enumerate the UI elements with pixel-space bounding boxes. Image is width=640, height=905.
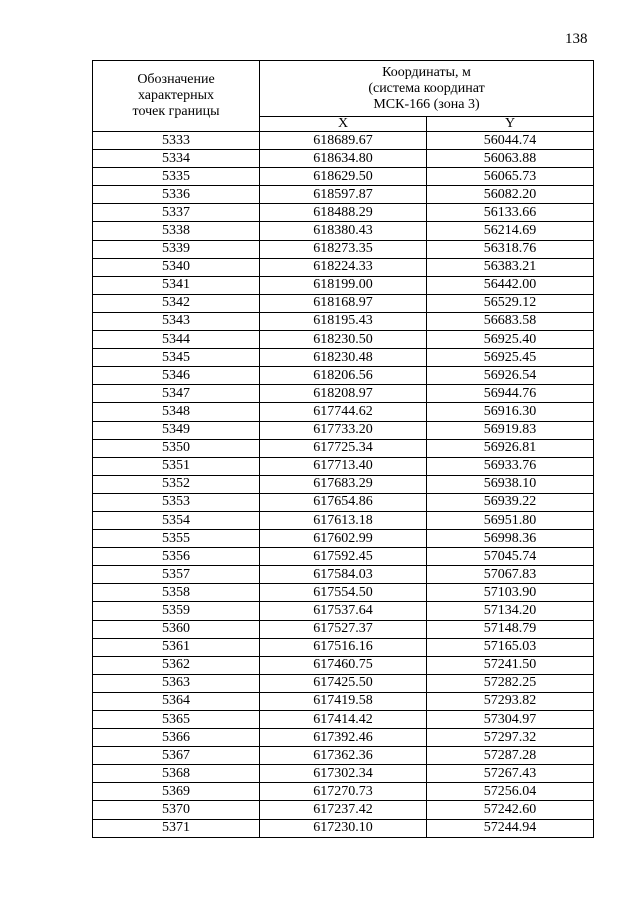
point-id-cell: 5361 [93,638,260,656]
table-row [93,150,594,168]
x-coordinate-cell: 618230.50 [260,331,427,349]
table-row [93,566,594,584]
point-id-cell: 5357 [93,566,260,584]
x-coordinate-cell: 618273.35 [260,240,427,258]
y-coordinate-cell: 56318.76 [427,240,594,258]
header-coordinates: Координаты, м (система координат МСК-166 (зона 3) [260,61,594,117]
y-coordinate-cell: 57293.82 [427,692,594,710]
y-coordinate-cell: 57304.97 [427,711,594,729]
x-coordinate-cell: 617460.75 [260,656,427,674]
table-row [93,638,594,656]
x-coordinate-cell: 617602.99 [260,530,427,548]
table-row [93,258,594,276]
y-coordinate-cell: 56925.45 [427,349,594,367]
x-coordinate-cell: 617516.16 [260,638,427,656]
table-row [93,765,594,783]
point-id-cell: 5364 [93,692,260,710]
x-coordinate-cell: 618206.56 [260,367,427,385]
point-id-cell: 5362 [93,656,260,674]
table-row [93,801,594,819]
point-id-cell: 5334 [93,150,260,168]
point-id-cell: 5359 [93,602,260,620]
x-coordinate-cell: 617537.64 [260,602,427,620]
x-coordinate-cell: 617613.18 [260,511,427,529]
x-coordinate-cell: 617362.36 [260,747,427,765]
point-id-cell: 5351 [93,457,260,475]
point-id-cell: 5353 [93,493,260,511]
x-coordinate-cell: 618597.87 [260,186,427,204]
x-coordinate-cell: 617527.37 [260,620,427,638]
x-coordinate-cell: 617654.86 [260,493,427,511]
point-id-cell: 5339 [93,240,260,258]
x-coordinate-cell: 617744.62 [260,403,427,421]
y-coordinate-cell: 56926.54 [427,367,594,385]
table-row [93,457,594,475]
table-row [93,729,594,747]
table-row [93,584,594,602]
table-row [93,439,594,457]
page-number: 138 [565,31,588,47]
y-coordinate-cell: 56938.10 [427,475,594,493]
table-row [93,349,594,367]
point-id-cell: 5350 [93,439,260,457]
point-id-cell: 5336 [93,186,260,204]
y-coordinate-cell: 56939.22 [427,493,594,511]
y-coordinate-cell: 56044.74 [427,132,594,150]
y-coordinate-cell: 57244.94 [427,819,594,837]
table-row [93,747,594,765]
x-coordinate-cell: 617733.20 [260,421,427,439]
table-row [93,602,594,620]
table-row [93,312,594,330]
y-coordinate-cell: 56925.40 [427,331,594,349]
x-coordinate-cell: 617725.34 [260,439,427,457]
x-coordinate-cell: 618208.97 [260,385,427,403]
y-coordinate-cell: 57165.03 [427,638,594,656]
header-x: X [260,117,427,132]
table-row [93,132,594,150]
point-id-cell: 5347 [93,385,260,403]
y-coordinate-cell: 56529.12 [427,294,594,312]
y-coordinate-cell: 56998.36 [427,530,594,548]
x-coordinate-cell: 617419.58 [260,692,427,710]
x-coordinate-cell: 618629.50 [260,168,427,186]
y-coordinate-cell: 56926.81 [427,439,594,457]
y-coordinate-cell: 57148.79 [427,620,594,638]
x-coordinate-cell: 617683.29 [260,475,427,493]
table-row [93,692,594,710]
y-coordinate-cell: 57297.32 [427,729,594,747]
point-id-cell: 5333 [93,132,260,150]
point-id-cell: 5341 [93,276,260,294]
x-coordinate-cell: 618195.43 [260,312,427,330]
y-coordinate-cell: 56383.21 [427,258,594,276]
x-coordinate-cell: 618380.43 [260,222,427,240]
x-coordinate-cell: 617270.73 [260,783,427,801]
y-coordinate-cell: 56063.88 [427,150,594,168]
point-id-cell: 5344 [93,331,260,349]
table-body [93,132,594,838]
y-coordinate-cell: 57241.50 [427,656,594,674]
table-row [93,331,594,349]
x-coordinate-cell: 617392.46 [260,729,427,747]
table-row [93,240,594,258]
table-row [93,548,594,566]
header-y: Y [427,117,594,132]
x-coordinate-cell: 617425.50 [260,674,427,692]
x-coordinate-cell: 618488.29 [260,204,427,222]
table-row [93,367,594,385]
x-coordinate-cell: 618224.33 [260,258,427,276]
y-coordinate-cell: 56133.66 [427,204,594,222]
point-id-cell: 5345 [93,349,260,367]
point-id-cell: 5338 [93,222,260,240]
table-row [93,186,594,204]
point-id-cell: 5363 [93,674,260,692]
x-coordinate-cell: 617592.45 [260,548,427,566]
point-id-cell: 5370 [93,801,260,819]
header-point-designation: Обозначение характерных точек границы [93,61,260,132]
table-row [93,421,594,439]
table-row [93,276,594,294]
x-coordinate-cell: 617584.03 [260,566,427,584]
point-id-cell: 5352 [93,475,260,493]
point-id-cell: 5354 [93,511,260,529]
y-coordinate-cell: 56683.58 [427,312,594,330]
point-id-cell: 5343 [93,312,260,330]
point-id-cell: 5366 [93,729,260,747]
x-coordinate-cell: 617230.10 [260,819,427,837]
point-id-cell: 5355 [93,530,260,548]
point-id-cell: 5369 [93,783,260,801]
point-id-cell: 5348 [93,403,260,421]
x-coordinate-cell: 618168.97 [260,294,427,312]
table-row [93,168,594,186]
y-coordinate-cell: 56919.83 [427,421,594,439]
y-coordinate-cell: 56065.73 [427,168,594,186]
y-coordinate-cell: 57134.20 [427,602,594,620]
point-id-cell: 5360 [93,620,260,638]
y-coordinate-cell: 57256.04 [427,783,594,801]
table-row [93,783,594,801]
table-row [93,403,594,421]
y-coordinate-cell: 56933.76 [427,457,594,475]
point-id-cell: 5367 [93,747,260,765]
x-coordinate-cell: 618634.80 [260,150,427,168]
point-id-cell: 5356 [93,548,260,566]
table-row [93,530,594,548]
point-id-cell: 5342 [93,294,260,312]
y-coordinate-cell: 56916.30 [427,403,594,421]
y-coordinate-cell: 56214.69 [427,222,594,240]
table-row [93,294,594,312]
y-coordinate-cell: 56442.00 [427,276,594,294]
table-row [93,656,594,674]
y-coordinate-cell: 57103.90 [427,584,594,602]
table-row [93,620,594,638]
point-id-cell: 5349 [93,421,260,439]
x-coordinate-cell: 617554.50 [260,584,427,602]
table-row [93,204,594,222]
y-coordinate-cell: 56951.80 [427,511,594,529]
y-coordinate-cell: 56082.20 [427,186,594,204]
y-coordinate-cell: 57267.43 [427,765,594,783]
table-row [93,819,594,837]
x-coordinate-cell: 617414.42 [260,711,427,729]
point-id-cell: 5358 [93,584,260,602]
point-id-cell: 5346 [93,367,260,385]
table-row [93,475,594,493]
y-coordinate-cell: 57045.74 [427,548,594,566]
point-id-cell: 5368 [93,765,260,783]
x-coordinate-cell: 617302.34 [260,765,427,783]
y-coordinate-cell: 57242.60 [427,801,594,819]
x-coordinate-cell: 618230.48 [260,349,427,367]
y-coordinate-cell: 57287.28 [427,747,594,765]
table-row [93,222,594,240]
table-row [93,711,594,729]
x-coordinate-cell: 617237.42 [260,801,427,819]
point-id-cell: 5335 [93,168,260,186]
table-row [93,511,594,529]
point-id-cell: 5337 [93,204,260,222]
point-id-cell: 5365 [93,711,260,729]
table-row [93,674,594,692]
x-coordinate-cell: 618199.00 [260,276,427,294]
coordinates-table [92,60,594,838]
point-id-cell: 5340 [93,258,260,276]
table-row [93,385,594,403]
y-coordinate-cell: 57282.25 [427,674,594,692]
point-id-cell: 5371 [93,819,260,837]
y-coordinate-cell: 56944.76 [427,385,594,403]
x-coordinate-cell: 617713.40 [260,457,427,475]
y-coordinate-cell: 57067.83 [427,566,594,584]
table-row [93,493,594,511]
x-coordinate-cell: 618689.67 [260,132,427,150]
